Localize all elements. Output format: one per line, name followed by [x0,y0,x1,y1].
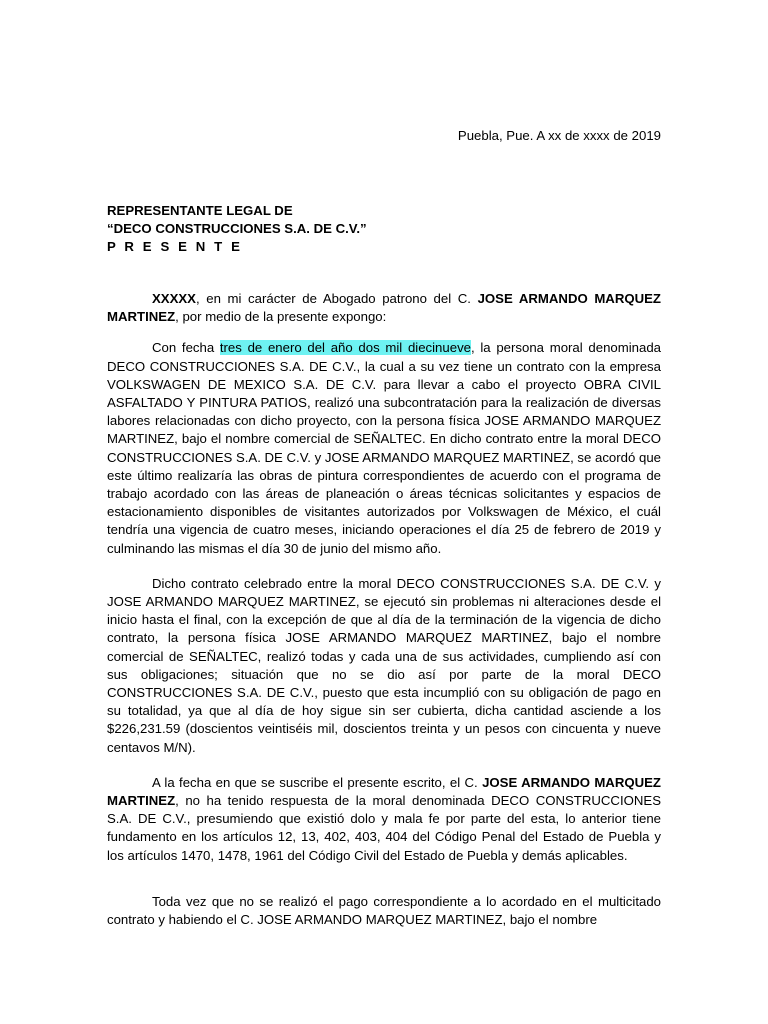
execution-text: Dicho contrato celebrado entre la moral DECO CONSTRUCCIONES S.A. DE C.V. y JOSE ARMANDO MARQUEZ MARTINEZ, se ejecutó sin problemas ni alteraciones desde el inicio hasta el final, con la excepción de que al día de la terminación de la vigencia de dicho contrato, la persona física JOSE ARMANDO MARQUEZ MARTINEZ, bajo el nombre comercial de SEÑALTEC, realizó todas y cada una de sus actividades, cumpliendo así con sus obligaciones; situación que no se dio así por parte de la moral DECO CONSTRUCCIONES S.A. DE C.V., puesto que esta incumplió con su obligación de pago en su totalidad, ya que al día de hoy sigue sin ser cubierta, dicha cantidad asciende a los $226,231.59 (doscientos veintiséis mil, doscientos treinta y un pesos con cincuenta y nueve centavos M/N). [107,575,661,755]
paragraph-contract [107,339,661,557]
attorney-name: XXXXX [152,291,196,306]
client-name-2: JOSE ARMANDO MARQUEZ MARTINEZ [107,774,661,809]
contract-text-1: Con fecha [152,340,220,356]
no-response-text-1: A la fecha en que se suscribe el presente escrito, el C. [152,774,483,790]
addressee-presente: P R E S E N T E [107,239,243,254]
paragraph-no-response [107,774,661,865]
highlighted-date: tres de enero del año dos mil diecinueve [219,340,471,356]
addressee-block [107,202,667,256]
intro-text-1: , en mi carácter de Abogado patrono del C. [195,291,478,306]
final-text: Toda vez que no se realizó el pago correspondiente a lo acordado en el multicitado contrato y habiendo el C. JOSE ARMANDO MARQUEZ MARTINEZ, bajo el nombre [107,893,661,928]
paragraph-intro [107,290,661,326]
paragraph-final [107,893,661,929]
addressee-company: “DECO CONSTRUCCIONES S.A. DE C.V.” [107,221,367,236]
client-name: JOSE ARMANDO MARQUEZ MARTINEZ [107,291,661,325]
paragraph-execution [107,575,661,757]
date-line: Puebla, Pue. A xx de xxxx de 2019 [457,128,661,143]
contract-text-2: , la persona moral denominada DECO CONSTRUCCIONES S.A. DE C.V., la cual a su vez tiene un contrato con la empresa VOLKSWAGEN DE MEXICO S.A. DE C.V. para llevar a cabo el proyecto OBRA CIVIL ASFALTADO Y PINTURA PATIOS, realizó una subcontratación para la realización de diversas labores relacionadas con dicho proyecto, con la persona física JOSE ARMANDO MARQUEZ MARTINEZ, bajo el nombre comercial de SEÑALTEC. En dicho contrato entre la moral DECO CONSTRUCCIONES S.A. DE C.V. y JOSE ARMANDO MARQUEZ MARTINEZ, se acordó que este último realizaría las obras de pintura correspondientes de acuerdo con el programa de trabajo acordado con las áreas de planeación o áreas técnicas solicitantes y espacios de estacionamiento disponibles de visitantes autorizados por Volkswagen de México, el cuál tendría una vigencia de cuatro meses, iniciando operaciones el día 25 de febrero de 2019 y culminando las mismas el día 30 de junio del mismo año. [107,340,661,556]
document-body [107,290,661,946]
addressee-title: REPRESENTANTE LEGAL DE [107,203,293,218]
no-response-text-2: , no ha tenido respuesta de la moral denominada DECO CONSTRUCCIONES S.A. DE C.V., presumiendo que existió dolo y mala fe por parte del esta, lo anterior tiene fundamento en los artículos 12, 13, 402, 403, 404 del Código Penal del Estado de Puebla y los artículos 1470, 1478, 1961 del Código Civil del Estado de Puebla y demás aplicables. [107,793,661,863]
intro-text-2: , por medio de la presente expongo: [175,309,387,325]
